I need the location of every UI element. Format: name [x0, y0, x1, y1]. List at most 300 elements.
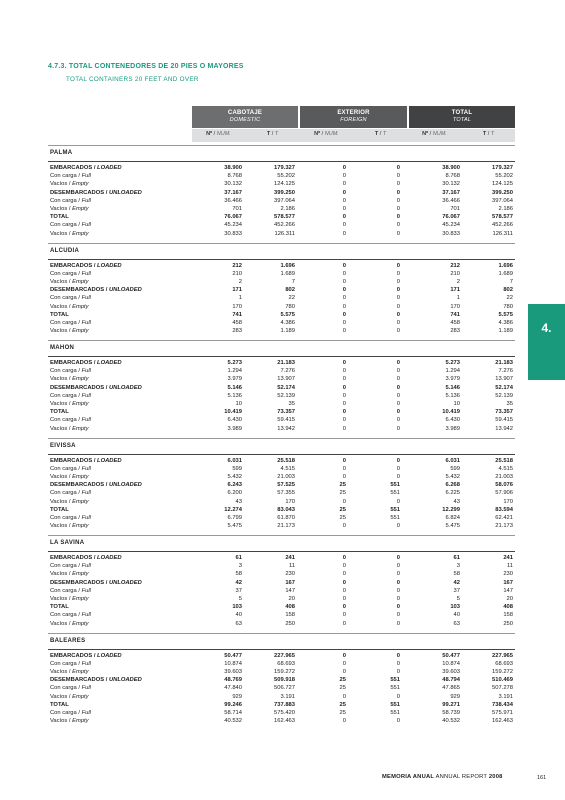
section-top-rule	[48, 535, 515, 536]
table-cell: 25	[339, 677, 346, 684]
table-cell: 57.355	[277, 490, 295, 497]
table-cell: 452.266	[274, 222, 295, 229]
table-cell: 0	[342, 596, 346, 602]
table-cell: 0	[342, 693, 346, 700]
row-label	[50, 311, 69, 319]
table-cell: 5.136	[445, 392, 460, 399]
table-row	[0, 230, 565, 238]
table-row	[0, 676, 565, 684]
row-label: Vacíos / Empty	[50, 376, 89, 383]
table-cell: 3.979	[445, 376, 460, 383]
table-cell: 12.299	[442, 506, 460, 513]
table-row	[0, 473, 565, 481]
table-cell: 12.274	[224, 506, 242, 513]
row-label: Con carga / Full	[50, 392, 91, 399]
table-cell: 230	[503, 571, 513, 578]
row-label	[50, 213, 69, 221]
table-cell: 20	[506, 596, 513, 602]
table-cell: 61	[235, 555, 242, 561]
table-cell: 0	[396, 295, 400, 302]
header-domestic	[192, 106, 298, 128]
table-cell: 3	[238, 563, 242, 570]
table-cell: 741	[232, 311, 242, 318]
table-cell: 6.225	[445, 490, 460, 497]
section-name: MAHON	[50, 345, 75, 351]
table-cell: 4.386	[498, 319, 513, 326]
table-cell: 59.415	[495, 417, 513, 424]
row-label: Vacíos / Empty	[50, 571, 89, 578]
row-label-es: TOTAL	[50, 701, 69, 708]
row-label-en: Empty	[72, 181, 89, 188]
row-label-en: UNLOADED	[108, 677, 142, 684]
row-label-es: Vacíos	[50, 473, 68, 480]
table-cell: 68.693	[495, 660, 513, 667]
header-domestic-es: CABOTAJE	[227, 110, 263, 116]
table-cell: 4.515	[280, 465, 295, 472]
table-cell: 0	[342, 652, 346, 659]
table-cell: 58	[235, 571, 242, 578]
table-cell: 43	[235, 498, 242, 505]
table-row	[0, 205, 565, 213]
row-label: Con carga / Full	[50, 465, 91, 472]
table-cell: 0	[396, 465, 400, 472]
row-label-en: Empty	[72, 596, 89, 602]
table-cell: 551	[390, 685, 400, 692]
table-cell: 0	[342, 287, 346, 294]
row-label: Con carga / Full	[50, 514, 91, 521]
row-label-es: TOTAL	[50, 506, 69, 513]
table-row	[0, 514, 565, 522]
row-label: Vacíos / Empty	[50, 278, 89, 285]
table-cell: 2	[238, 278, 242, 285]
row-label: DESEMBARCADOS / UNLOADED	[50, 189, 142, 196]
table-cell: 36.466	[442, 197, 460, 204]
row-label-es: EMBARCADOS	[50, 360, 93, 366]
footer-year: 2008	[488, 774, 503, 780]
table-cell: 3	[456, 563, 460, 570]
table-cell: 25	[339, 506, 346, 513]
table-cell: 599	[450, 465, 460, 472]
table-row	[0, 693, 565, 701]
table-cell: 7.276	[280, 368, 295, 375]
table-cell: 0	[396, 718, 400, 725]
header-foreign	[300, 106, 407, 128]
row-label-en: UNLOADED	[108, 287, 142, 294]
table-cell: 25	[339, 685, 346, 692]
table-cell: 551	[390, 506, 400, 513]
table-cell: 0	[396, 401, 400, 407]
table-cell: 0	[342, 660, 346, 667]
row-label-es: DESEMBARCADOS	[50, 384, 105, 391]
table-cell: 1.294	[227, 368, 242, 375]
row-label-es: Con carga	[50, 685, 77, 692]
table-cell: 0	[396, 262, 400, 269]
chapter-tab-label: 4.	[541, 321, 552, 335]
table-cell: 47.865	[442, 685, 460, 692]
table-row	[0, 562, 565, 570]
table-row	[0, 278, 565, 286]
table-cell: 58.714	[224, 709, 242, 716]
table-cell: 39.603	[224, 668, 242, 675]
row-label-en: Full	[81, 270, 91, 277]
table-cell: 0	[342, 417, 346, 424]
table-row	[0, 416, 565, 424]
row-label: Con carga / Full	[50, 295, 91, 302]
row-label-en: Full	[81, 368, 91, 375]
row-label-es: Con carga	[50, 709, 77, 716]
row-label: EMBARCADOS / LOADED	[50, 457, 122, 464]
table-cell: 0	[342, 303, 346, 310]
row-label-en: LOADED	[97, 555, 122, 561]
table-cell: 929	[232, 693, 242, 700]
table-cell: 25	[339, 709, 346, 716]
table-cell: 10.419	[442, 409, 460, 416]
table-cell: 1.689	[498, 270, 513, 277]
table-cell: 57.906	[495, 490, 513, 497]
table-row	[0, 221, 565, 229]
row-label-es: DESEMBARCADOS	[50, 579, 105, 586]
table-cell: 0	[396, 303, 400, 310]
table-cell: 0	[396, 604, 400, 611]
row-label-es: DESEMBARCADOS	[50, 189, 105, 196]
table-cell: 0	[342, 262, 346, 269]
row-label: Con carga / Full	[50, 685, 91, 692]
table-cell: 241	[503, 555, 513, 561]
table-cell: 0	[342, 604, 346, 611]
table-cell: 0	[396, 425, 400, 432]
table-cell: 0	[396, 165, 400, 171]
row-label: Con carga / Full	[50, 587, 91, 594]
table-cell: 0	[396, 214, 400, 221]
table-cell: 0	[342, 571, 346, 578]
table-cell: 0	[396, 328, 400, 335]
table-cell: 63	[453, 620, 460, 627]
section-name: LA SAVINA	[50, 540, 85, 546]
table-cell: 6.243	[227, 482, 242, 489]
table-cell: 0	[342, 181, 346, 188]
table-cell: 42	[235, 579, 242, 586]
row-label-en: LOADED	[97, 360, 122, 366]
row-label-es: Vacíos	[50, 523, 68, 530]
row-label: DESEMBARCADOS / UNLOADED	[50, 579, 142, 586]
header-total-en: TOTAL	[452, 117, 472, 123]
table-row	[0, 554, 565, 562]
row-label-en: Empty	[72, 206, 89, 212]
table-cell: 10.419	[224, 409, 242, 416]
table-cell: 158	[285, 612, 295, 619]
table-cell: 68.693	[277, 660, 295, 667]
table-row	[0, 652, 565, 660]
row-label: Vacíos / Empty	[50, 668, 89, 675]
footer-title-es: MEMORIA ANUAL	[382, 774, 435, 780]
table-cell: 738.434	[492, 701, 513, 708]
table-cell: 737.883	[274, 701, 295, 708]
table-row	[0, 172, 565, 180]
section-top-rule	[48, 145, 515, 146]
row-label-es: Vacíos	[50, 303, 68, 310]
table-cell: 7	[509, 278, 513, 285]
table-cell: 25.518	[495, 457, 513, 464]
table-cell: 8.768	[227, 173, 242, 180]
table-cell: 13.942	[495, 425, 513, 432]
table-row	[0, 660, 565, 668]
table-cell: 283	[450, 328, 460, 335]
row-label-es: Con carga	[50, 514, 77, 521]
row-label: Con carga / Full	[50, 417, 91, 424]
subheader-t: T / T	[266, 131, 279, 137]
table-cell: 0	[342, 189, 346, 196]
row-label-es: TOTAL	[50, 311, 69, 318]
table-cell: 212	[232, 262, 242, 269]
row-label-en: Full	[81, 709, 91, 716]
table-cell: 0	[396, 270, 400, 277]
row-label-en: LOADED	[97, 457, 122, 464]
row-label: Vacíos / Empty	[50, 425, 89, 432]
row-label-es: Vacíos	[50, 596, 68, 602]
table-cell: 929	[450, 693, 460, 700]
table-cell: 212	[450, 262, 460, 269]
table-cell: 13.942	[277, 425, 295, 432]
row-label-en: Full	[81, 173, 91, 180]
row-label-en: UNLOADED	[108, 189, 142, 196]
table-cell: 802	[285, 287, 295, 294]
row-label-es: TOTAL	[50, 409, 69, 416]
row-label-es: DESEMBARCADOS	[50, 482, 105, 489]
row-label-en: Full	[81, 417, 91, 424]
table-cell: 0	[396, 498, 400, 505]
table-cell: 38.900	[442, 165, 460, 171]
table-cell: 6.031	[445, 457, 460, 464]
table-row	[0, 595, 565, 603]
table-row	[0, 286, 565, 294]
table-cell: 6.031	[227, 457, 242, 464]
table-cell: 5	[238, 596, 242, 602]
subheader-num: Nº / NUM.	[422, 131, 447, 137]
table-cell: 39.603	[442, 668, 460, 675]
row-label-es: Con carga	[50, 563, 77, 570]
table-cell: 20	[288, 596, 295, 602]
row-label-es: Vacíos	[50, 230, 68, 237]
table-row	[0, 359, 565, 367]
table-cell: 6.430	[445, 417, 460, 424]
row-label-es: Vacíos	[50, 718, 68, 725]
table-cell: 0	[396, 222, 400, 229]
table-cell: 575.420	[274, 709, 295, 716]
table-cell: 399.250	[492, 189, 513, 196]
table-cell: 30.132	[442, 181, 460, 188]
table-cell: 0	[342, 563, 346, 570]
row-label-en: Empty	[72, 425, 89, 432]
table-cell: 5.273	[445, 360, 460, 366]
table-cell: 230	[285, 571, 295, 578]
table-cell: 52.139	[495, 392, 513, 399]
table-cell: 40	[453, 612, 460, 619]
table-cell: 458	[232, 319, 242, 326]
table-cell: 551	[390, 701, 400, 708]
table-cell: 37	[235, 587, 242, 594]
table-cell: 170	[232, 303, 242, 310]
table-cell: 76.067	[442, 214, 460, 221]
row-label-es: Vacíos	[50, 278, 68, 285]
table-cell: 0	[342, 620, 346, 627]
table-row	[0, 294, 565, 302]
table-cell: 5.146	[445, 384, 460, 391]
row-label-es: TOTAL	[50, 604, 69, 611]
table-cell: 38.900	[224, 165, 242, 171]
table-cell: 0	[342, 409, 346, 416]
subheader-num: Nº / NUM.	[206, 131, 231, 137]
row-label-en: LOADED	[97, 652, 122, 659]
table-cell: 147	[503, 587, 513, 594]
table-row	[0, 684, 565, 692]
table-cell: 0	[396, 173, 400, 180]
table-cell: 10	[235, 401, 242, 407]
row-label: EMBARCADOS / LOADED	[50, 165, 122, 171]
row-label-es: Vacíos	[50, 401, 68, 407]
table-cell: 162.463	[274, 718, 295, 725]
row-label-es: Vacíos	[50, 425, 68, 432]
table-cell: 408	[503, 604, 513, 611]
table-cell: 0	[342, 425, 346, 432]
table-cell: 0	[396, 417, 400, 424]
row-label: Vacíos / Empty	[50, 693, 89, 700]
table-cell: 0	[342, 270, 346, 277]
table-cell: 1.189	[498, 328, 513, 335]
row-label: EMBARCADOS / LOADED	[50, 555, 122, 561]
table-cell: 50.477	[224, 652, 242, 659]
table-cell: 179.327	[274, 165, 295, 171]
table-cell: 21.183	[495, 360, 513, 366]
table-cell: 30.132	[224, 181, 242, 188]
table-cell: 58	[453, 571, 460, 578]
row-label: Con carga / Full	[50, 660, 91, 667]
table-cell: 0	[342, 230, 346, 237]
table-cell: 25.518	[277, 457, 295, 464]
row-label-es: Con carga	[50, 295, 77, 302]
row-label-es: Con carga	[50, 612, 77, 619]
table-row	[0, 620, 565, 628]
table-cell: 25	[339, 482, 346, 489]
row-label-en: LOADED	[97, 165, 122, 171]
row-label-en: Empty	[72, 523, 89, 530]
table-cell: 0	[342, 165, 346, 171]
table-cell: 397.064	[274, 197, 295, 204]
table-cell: 0	[396, 287, 400, 294]
row-label-en: Empty	[72, 668, 89, 675]
row-label-es: EMBARCADOS	[50, 262, 93, 269]
row-label-es: Con carga	[50, 392, 77, 399]
table-cell: 0	[396, 189, 400, 196]
table-cell: 0	[396, 392, 400, 399]
subheader-num: Nº / NUM.	[314, 131, 339, 137]
table-cell: 5.273	[227, 360, 242, 366]
row-label-en: Full	[81, 612, 91, 619]
table-cell: 37	[453, 587, 460, 594]
table-cell: 4.386	[280, 319, 295, 326]
table-cell: 52.174	[277, 384, 295, 391]
table-cell: 0	[396, 197, 400, 204]
table-cell: 0	[396, 311, 400, 318]
row-label-es: Vacíos	[50, 206, 68, 212]
table-cell: 35	[288, 401, 295, 407]
section-top-rule	[48, 633, 515, 634]
row-label-es: Con carga	[50, 270, 77, 277]
table-row	[0, 392, 565, 400]
row-label: Con carga / Full	[50, 319, 91, 326]
row-label-es: Vacíos	[50, 328, 68, 335]
header-domestic-en: DOMESTIC	[229, 117, 261, 123]
table-cell: 55.202	[277, 173, 295, 180]
table-cell: 63	[235, 620, 242, 627]
table-cell: 126.311	[492, 230, 513, 237]
row-label: Con carga / Full	[50, 270, 91, 277]
table-cell: 6.200	[227, 490, 242, 497]
table-title: 4.7.3. TOTAL CONTENEDORES DE 20 PIES O MAYORES	[48, 63, 244, 70]
table-cell: 0	[396, 579, 400, 586]
table-cell: 0	[342, 319, 346, 326]
table-cell: 3.989	[445, 425, 460, 432]
table-row	[0, 701, 565, 709]
table-cell: 3.989	[227, 425, 242, 432]
table-cell: 0	[342, 457, 346, 464]
table-cell: 10.874	[224, 660, 242, 667]
table-cell: 0	[342, 360, 346, 366]
row-label: EMBARCADOS / LOADED	[50, 652, 122, 659]
table-cell: 0	[342, 214, 346, 221]
table-cell: 0	[342, 579, 346, 586]
table-cell: 4.515	[498, 465, 513, 472]
table-cell: 5.575	[498, 311, 513, 318]
row-label-es: Con carga	[50, 417, 77, 424]
table-cell: 57.525	[277, 482, 295, 489]
row-label: DESEMBARCADOS / UNLOADED	[50, 287, 142, 294]
table-row	[0, 311, 565, 319]
table-row	[0, 327, 565, 335]
table-cell: 7.276	[498, 368, 513, 375]
row-label-es: DESEMBARCADOS	[50, 287, 105, 294]
table-cell: 48.769	[224, 677, 242, 684]
table-cell: 25	[339, 701, 346, 708]
table-cell: 37.167	[442, 189, 460, 196]
table-row	[0, 164, 565, 172]
subheader-t: T / T	[482, 131, 495, 137]
table-cell: 47.840	[224, 685, 242, 692]
section-name: EIVISSA	[50, 442, 76, 449]
table-cell: 0	[396, 563, 400, 570]
table-cell: 6.268	[445, 482, 460, 489]
table-cell: 6.824	[445, 514, 460, 521]
table-cell: 0	[342, 384, 346, 391]
row-label: Vacíos / Empty	[50, 523, 89, 530]
section-header-rule	[48, 259, 515, 260]
table-row	[0, 384, 565, 392]
table-row	[0, 197, 565, 205]
table-cell: 0	[396, 206, 400, 212]
table-cell: 76.067	[224, 214, 242, 221]
row-label-en: Empty	[72, 473, 89, 480]
table-cell: 40	[235, 612, 242, 619]
table-row	[0, 408, 565, 416]
table-cell: 52.174	[495, 384, 513, 391]
table-cell: 210	[450, 270, 460, 277]
table-cell: 0	[396, 612, 400, 619]
row-label-es: Vacíos	[50, 571, 68, 578]
row-label-en: Empty	[72, 693, 89, 700]
table-cell: 0	[396, 555, 400, 561]
footer	[382, 774, 503, 780]
subheader-t: T / T	[374, 131, 387, 137]
page-number: 161	[537, 775, 547, 781]
